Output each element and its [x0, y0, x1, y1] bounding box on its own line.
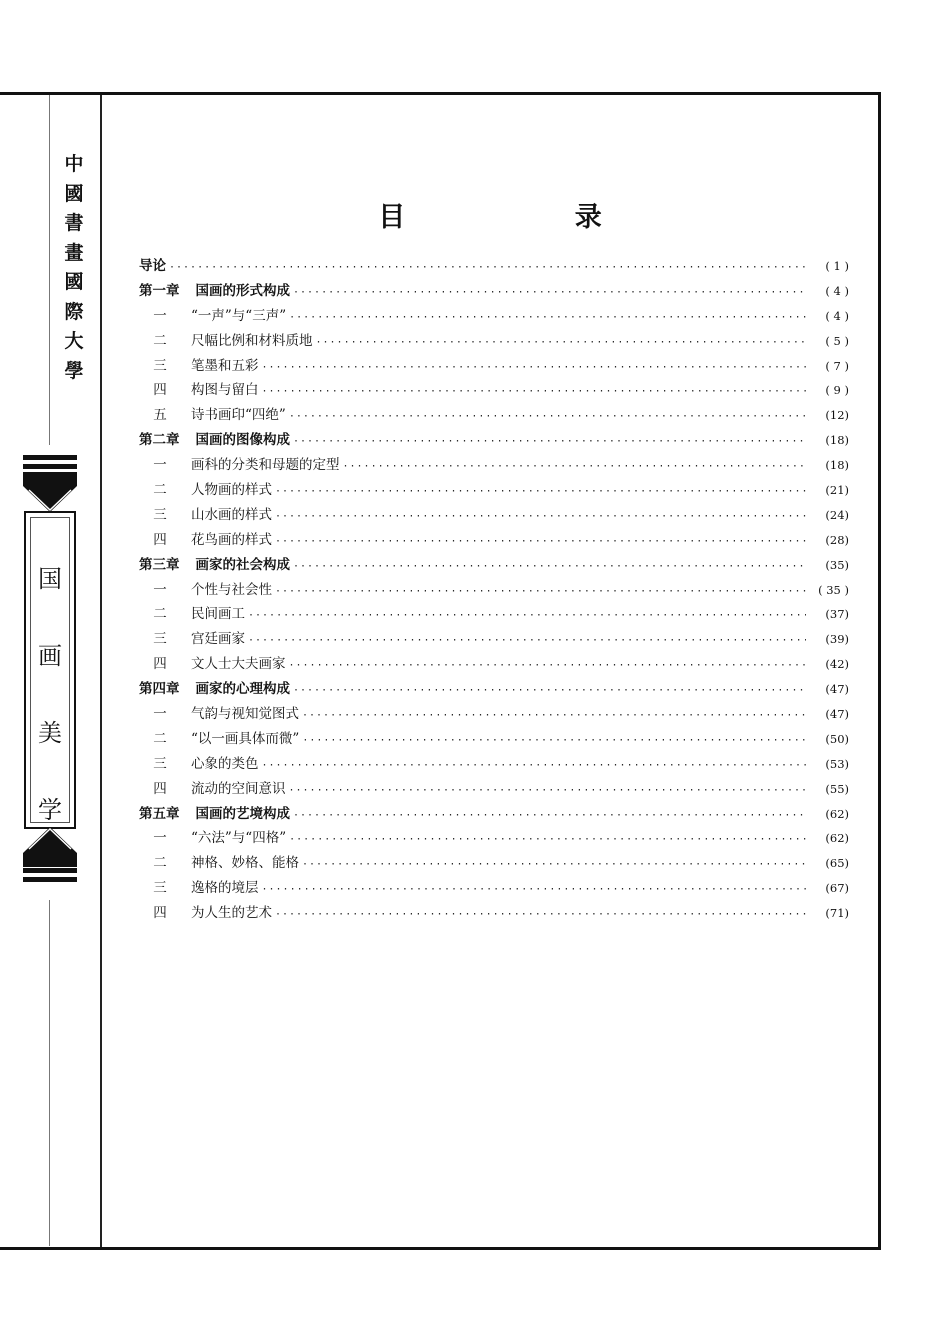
section-number: 四 — [153, 656, 167, 673]
toc-entry-title: “以一画具体而微” — [191, 730, 300, 747]
chapter-label: 第一章 — [139, 282, 180, 299]
toc-section[interactable] — [139, 876, 849, 901]
toc-section[interactable] — [139, 901, 849, 926]
dot-leader — [302, 735, 806, 746]
toc-page-number: (71) — [825, 906, 849, 921]
dot-leader — [275, 511, 806, 522]
toc-section[interactable] — [139, 453, 849, 478]
dot-leader — [289, 312, 806, 323]
toc-section[interactable] — [139, 304, 849, 329]
section-number: 二 — [153, 606, 167, 623]
section-number: 二 — [153, 855, 167, 872]
emblem-bar — [23, 455, 77, 460]
book-title — [21, 541, 79, 849]
toc-entry-title: 画家的社会构成 — [195, 556, 290, 573]
dot-leader — [262, 386, 807, 397]
toc-section[interactable] — [139, 378, 849, 403]
toc-page-number: ( 7 ) — [825, 358, 849, 373]
dot-leader — [275, 536, 806, 547]
series-title-char: 畫 — [64, 241, 84, 264]
toc-section[interactable] — [139, 652, 849, 677]
dot-leader — [248, 635, 806, 646]
toc-section[interactable] — [139, 329, 849, 354]
dot-leader — [289, 411, 806, 422]
dot-leader — [169, 262, 806, 273]
dot-leader — [316, 337, 807, 348]
emblem-top-ornament — [23, 472, 77, 512]
toc-page-number: (37) — [825, 607, 849, 622]
series-title — [58, 150, 90, 386]
toc-entry-title: 山水画的样式 — [191, 506, 272, 523]
toc-page-number: (18) — [825, 433, 849, 448]
chapter-label: 第五章 — [139, 805, 180, 822]
toc-section[interactable] — [139, 578, 849, 603]
dot-leader — [262, 362, 807, 373]
chapter-label: 第二章 — [139, 432, 180, 449]
toc-entry-title: 心象的类色 — [191, 755, 259, 772]
toc-entry-title: “一声”与“三声” — [191, 307, 287, 324]
toc-section[interactable] — [139, 826, 849, 851]
toc-page-number: (65) — [825, 856, 849, 871]
toc-entry-title: 宫廷画家 — [191, 631, 245, 648]
table-of-contents — [139, 254, 849, 926]
toc-page-number: (35) — [825, 557, 849, 572]
book-title-char: 美 — [38, 719, 62, 747]
toc-page-number: ( 4 ) — [825, 308, 849, 323]
dot-leader — [302, 859, 806, 870]
series-title-char: 大 — [64, 330, 84, 352]
toc-page-number: (50) — [825, 731, 849, 746]
toc-entry-title: 个性与社会性 — [191, 581, 272, 598]
toc-page-number: (39) — [825, 632, 849, 647]
toc-section[interactable] — [139, 528, 849, 553]
toc-section[interactable] — [139, 627, 849, 652]
book-title-char: 画 — [38, 642, 62, 670]
emblem-bar — [23, 877, 77, 882]
toc-section[interactable] — [139, 851, 849, 876]
toc-entry-title: 画科的分类和母题的定型 — [191, 457, 340, 474]
toc-entry-title: 逸格的境层 — [191, 880, 259, 897]
toc-page-number: (47) — [825, 707, 849, 722]
toc-page-number: ( 9 ) — [825, 383, 849, 398]
dot-leader — [262, 760, 807, 771]
chapter-label: 第四章 — [139, 681, 180, 698]
dot-leader — [289, 660, 807, 671]
toc-page-number: (62) — [825, 806, 849, 821]
toc-heading: 目 录 — [378, 202, 682, 233]
series-title-char: 書 — [64, 212, 84, 234]
toc-page-number: ( 5 ) — [825, 333, 849, 348]
toc-page-number: (21) — [825, 483, 849, 498]
toc-entry-title: 国画的艺境构成 — [195, 805, 290, 822]
toc-page-number: (47) — [825, 682, 849, 697]
dot-leader — [293, 810, 806, 821]
section-number: 三 — [153, 755, 167, 772]
series-title-char: 際 — [64, 300, 84, 323]
dot-leader — [275, 909, 806, 920]
dot-leader — [248, 610, 806, 621]
section-number: 二 — [153, 482, 167, 499]
toc-section[interactable] — [139, 777, 849, 802]
toc-chapter[interactable] — [139, 553, 849, 578]
toc-entry-title: 画家的心理构成 — [195, 681, 290, 698]
toc-intro[interactable] — [139, 254, 849, 279]
toc-entry-title: 神格、妙格、能格 — [191, 855, 299, 872]
toc-entry-title: 流动的空间意识 — [191, 780, 286, 797]
toc-section[interactable] — [139, 503, 849, 528]
toc-section[interactable] — [139, 354, 849, 379]
series-title-char: 中 — [64, 153, 84, 175]
section-number: 三 — [153, 506, 167, 523]
emblem-bar — [23, 464, 77, 469]
toc-page-number: (28) — [825, 532, 849, 547]
section-number: 一 — [153, 307, 167, 324]
series-title-char: 學 — [64, 359, 84, 382]
section-number: 三 — [153, 631, 167, 648]
toc-page-number: (53) — [825, 756, 849, 771]
section-number: 二 — [153, 332, 167, 349]
toc-entry-title: 国画的图像构成 — [195, 432, 290, 449]
dot-leader — [289, 785, 807, 796]
spine-rule — [49, 95, 50, 445]
toc-section[interactable] — [139, 702, 849, 727]
toc-section[interactable] — [139, 602, 849, 627]
section-number: 四 — [153, 905, 167, 922]
spine-rule-lower — [49, 900, 50, 1246]
toc-page-number: (67) — [825, 881, 849, 896]
toc-page-number: (18) — [825, 458, 849, 473]
section-number: 二 — [153, 730, 167, 747]
dot-leader — [289, 834, 806, 845]
toc-section[interactable] — [139, 403, 849, 428]
toc-entry-title: “六法”与“四格” — [191, 830, 287, 847]
section-number: 一 — [153, 706, 167, 723]
toc-entry-title: 构图与留白 — [191, 382, 259, 399]
toc-entry-title: 气韵与视知觉图式 — [191, 706, 299, 723]
toc-page-number: ( 4 ) — [825, 283, 849, 298]
toc-entry-title: 为人生的艺术 — [191, 905, 272, 922]
dot-leader — [275, 586, 806, 597]
toc-chapter[interactable] — [139, 677, 849, 702]
toc-page-number: (62) — [825, 831, 849, 846]
section-number: 一 — [153, 830, 167, 847]
chapter-label: 第三章 — [139, 556, 180, 573]
section-number: 五 — [153, 407, 167, 424]
toc-chapter[interactable] — [139, 802, 849, 827]
dot-leader — [302, 710, 806, 721]
dot-leader — [262, 884, 807, 895]
toc-entry-title: 导论 — [139, 258, 166, 274]
dot-leader — [275, 486, 806, 497]
toc-page-number: ( 35 ) — [818, 582, 849, 597]
section-number: 三 — [153, 880, 167, 897]
spine-border — [100, 95, 102, 1247]
toc-section[interactable] — [139, 478, 849, 503]
section-number: 四 — [153, 531, 167, 548]
toc-section[interactable] — [139, 752, 849, 777]
dot-leader — [293, 287, 806, 298]
series-title-char: 國 — [64, 271, 84, 293]
book-title-char: 国 — [38, 565, 62, 593]
toc-entry-title: 国画的形式构成 — [195, 282, 290, 299]
toc-section[interactable] — [139, 727, 849, 752]
toc-page-number: (12) — [825, 408, 849, 423]
book-title-char: 学 — [38, 796, 62, 824]
toc-page-number: (55) — [825, 781, 849, 796]
dot-leader — [293, 561, 806, 572]
toc-entry-title: 民间画工 — [191, 606, 245, 623]
section-number: 四 — [153, 780, 167, 797]
section-number: 一 — [153, 457, 167, 474]
toc-page-number: ( 1 ) — [825, 259, 849, 273]
emblem-bar — [23, 868, 77, 873]
toc-chapter[interactable] — [139, 428, 849, 453]
toc-page-number: (42) — [825, 657, 849, 672]
toc-entry-title: 花鸟画的样式 — [191, 531, 272, 548]
toc-entry-title: 笔墨和五彩 — [191, 357, 259, 374]
dot-leader — [293, 436, 806, 447]
section-number: 一 — [153, 581, 167, 598]
dot-leader — [343, 461, 807, 472]
toc-chapter[interactable] — [139, 279, 849, 304]
section-number: 三 — [153, 357, 167, 374]
toc-page-number: (24) — [825, 507, 849, 522]
series-title-char: 國 — [64, 182, 84, 205]
section-number: 四 — [153, 382, 167, 399]
toc-entry-title: 文人士大夫画家 — [191, 656, 286, 673]
toc-entry-title: 诗书画印“四绝” — [191, 407, 286, 424]
toc-entry-title: 尺幅比例和材料质地 — [191, 332, 313, 349]
toc-entry-title: 人物画的样式 — [191, 482, 272, 499]
book-title-emblem — [21, 455, 79, 885]
dot-leader — [293, 685, 806, 696]
